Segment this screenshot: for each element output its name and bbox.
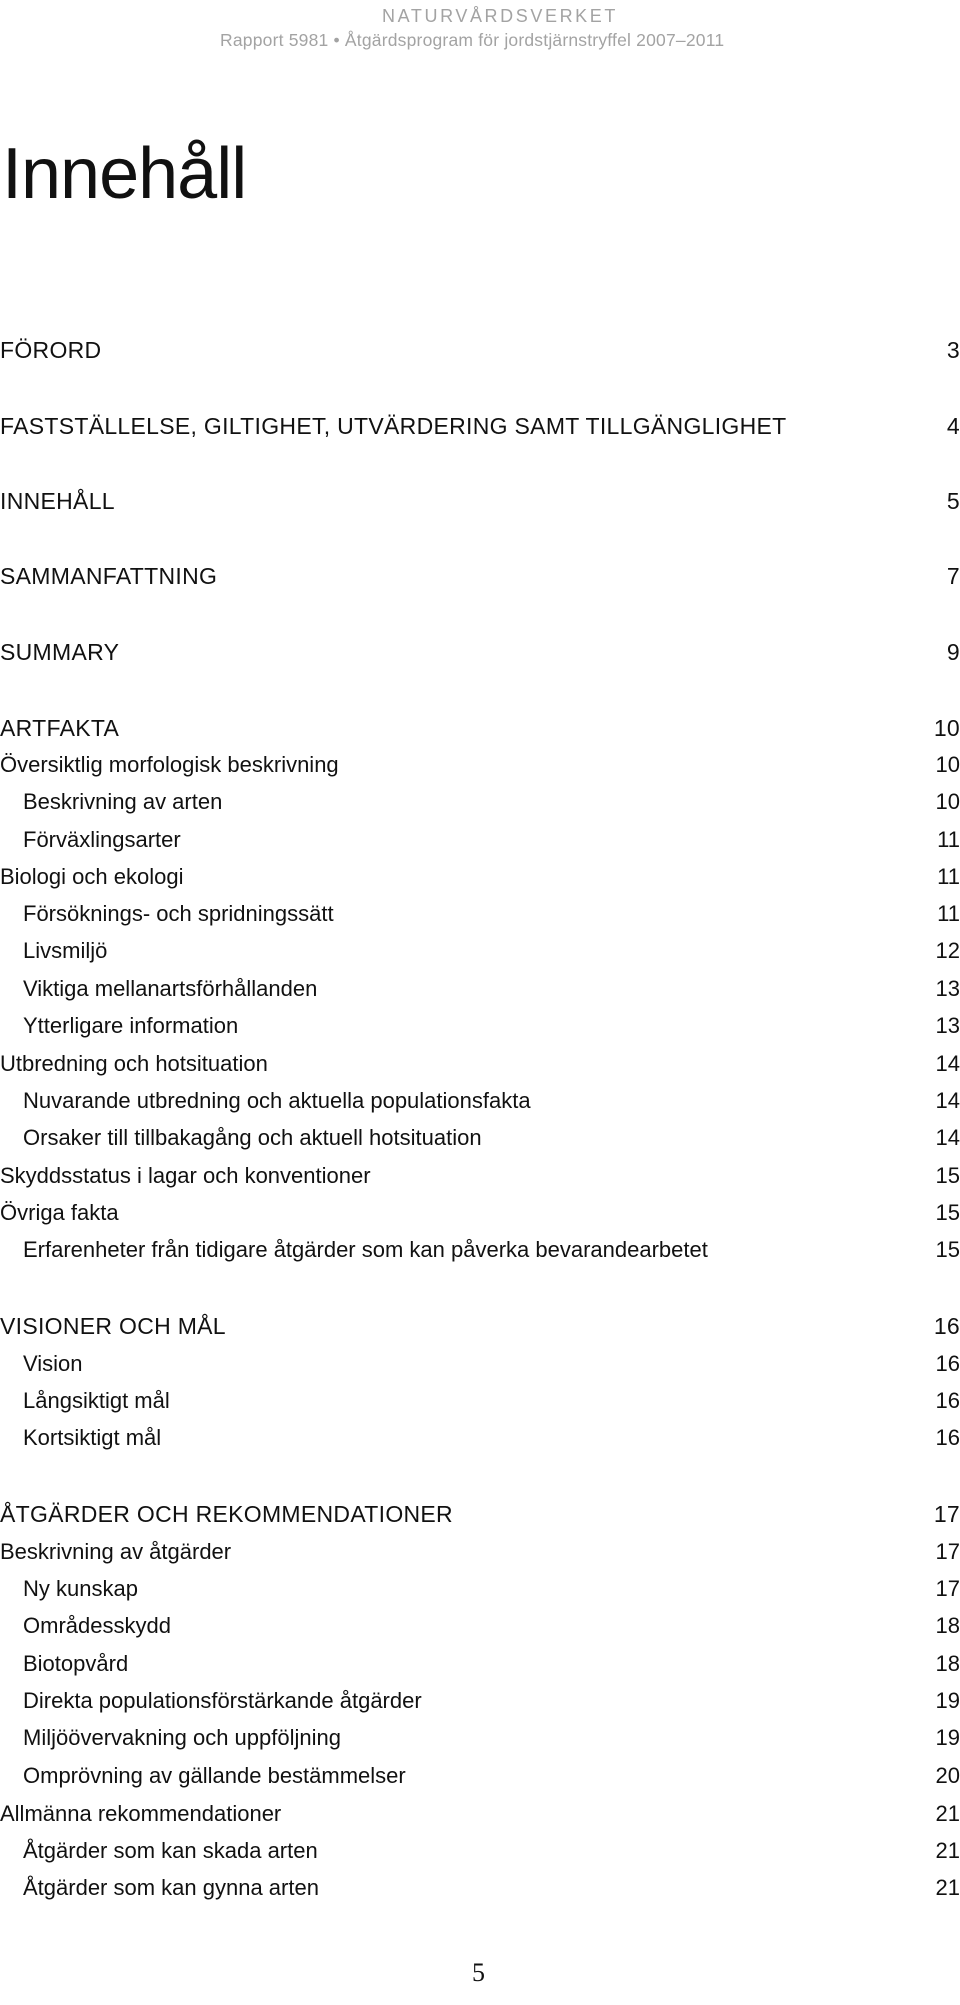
- toc-entry-page: 16: [935, 1388, 960, 1413]
- toc-entry: [0, 973, 960, 1005]
- toc-entry-page: 11: [937, 864, 960, 889]
- toc-entry-label: Viktiga mellanartsförhållanden: [23, 976, 318, 1001]
- toc-entry: [0, 1385, 960, 1417]
- toc-entry-page: 16: [935, 1425, 960, 1450]
- toc-entry: [0, 1498, 960, 1530]
- toc-entry-page: 11: [937, 827, 960, 852]
- toc-entry-label: Miljöövervakning och uppföljning: [23, 1725, 341, 1750]
- toc-entry: [0, 861, 960, 893]
- toc-entry: [0, 1197, 960, 1229]
- toc-entry: [0, 1798, 960, 1830]
- toc-entry: [0, 1160, 960, 1192]
- toc-entry-page: 20: [935, 1763, 960, 1788]
- toc-entry-page: 5: [946, 488, 960, 514]
- toc-entry-page: 4: [946, 413, 960, 439]
- toc-entry-page: 15: [935, 1237, 960, 1262]
- toc-entry-page: 14: [935, 1051, 960, 1076]
- page-title: Innehåll: [2, 134, 247, 214]
- toc-entry-label: Biologi och ekologi: [0, 864, 184, 889]
- toc-entry-label: ÅTGÄRDER OCH REKOMMENDATIONER: [0, 1501, 453, 1527]
- toc-entry-page: 18: [935, 1651, 960, 1676]
- toc-entry: [0, 1648, 960, 1680]
- toc-entry-page: 11: [937, 901, 960, 926]
- toc-entry: [0, 1348, 960, 1380]
- toc-entry-label: Biotopvård: [23, 1651, 129, 1676]
- toc-entry-page: 3: [946, 337, 960, 363]
- toc-entry: [0, 935, 960, 967]
- toc-entry-page: 10: [933, 715, 960, 741]
- toc-entry-label: Översiktlig morfologisk beskrivning: [0, 752, 339, 777]
- toc-entry-page: 17: [933, 1501, 960, 1527]
- toc-entry-label: Försöknings- och spridningssätt: [23, 901, 334, 926]
- toc-entry: [0, 1722, 960, 1754]
- toc-entry-page: 12: [935, 938, 960, 963]
- toc-entry: [0, 1872, 960, 1904]
- toc-entry: [0, 560, 960, 592]
- toc-entry: [0, 1234, 960, 1266]
- toc-entry-label: Övriga fakta: [0, 1200, 119, 1225]
- toc-entry-label: Ny kunskap: [23, 1576, 138, 1601]
- toc-entry: [0, 334, 960, 366]
- toc-entry: [0, 898, 960, 930]
- publisher-name: NATURVÅRDSVERKET: [382, 6, 618, 26]
- toc-entry: [0, 1085, 960, 1117]
- toc-entry-label: Skyddsstatus i lagar och konventioner: [0, 1163, 371, 1188]
- toc-entry-page: 17: [935, 1576, 960, 1601]
- toc-entry-label: INNEHÅLL: [0, 488, 115, 514]
- toc-entry-label: Utbredning och hotsituation: [0, 1051, 268, 1076]
- toc-entry-page: 9: [946, 639, 960, 665]
- toc-entry: [0, 824, 960, 856]
- toc-entry-page: 14: [935, 1125, 960, 1150]
- toc-entry-label: Beskrivning av arten: [23, 789, 223, 814]
- toc-entry-page: 21: [935, 1838, 960, 1863]
- toc-entry-page: 13: [935, 976, 960, 1001]
- toc-entry-label: Erfarenheter från tidigare åtgärder som kan påverka bevarandearbetet: [23, 1237, 708, 1262]
- toc-entry: [0, 1310, 960, 1342]
- toc-entry: [0, 1536, 960, 1568]
- toc-entry-label: VISIONER OCH MÅL: [0, 1313, 226, 1339]
- toc-entry-label: Långsiktigt mål: [23, 1388, 170, 1413]
- toc-entry-label: Ytterligare information: [23, 1013, 239, 1038]
- toc-entry-label: Orsaker till tillbakagång och aktuell hotsituation: [23, 1125, 482, 1150]
- toc-entry-page: 10: [935, 752, 960, 777]
- toc-entry: [0, 410, 960, 442]
- toc-entry-page: 14: [935, 1088, 960, 1113]
- toc-entry: [0, 749, 960, 781]
- toc-entry-page: 15: [935, 1163, 960, 1188]
- toc-entry-page: 19: [935, 1725, 960, 1750]
- toc-entry: [0, 712, 960, 744]
- toc-entry-label: Åtgärder som kan gynna arten: [23, 1875, 319, 1900]
- toc-entry-label: Livsmiljö: [23, 938, 108, 963]
- toc-entry-label: Beskrivning av åtgärder: [0, 1539, 232, 1564]
- toc-entry-page: 16: [933, 1313, 960, 1339]
- toc-entry-label: Nuvarande utbredning och aktuella populationsfakta: [23, 1088, 531, 1113]
- toc-entry-label: FASTSTÄLLELSE, GILTIGHET, UTVÄRDERING SAMT TILLGÄNGLIGHET: [0, 413, 787, 439]
- toc-entry: [0, 1573, 960, 1605]
- toc-entry-label: Direkta populationsförstärkande åtgärder: [23, 1688, 422, 1713]
- toc-entry-label: SAMMANFATTNING: [0, 563, 218, 589]
- toc-entry-page: 10: [935, 789, 960, 814]
- toc-entry: [0, 485, 960, 517]
- page-number: 5: [472, 1958, 485, 1987]
- toc-entry-page: 13: [935, 1013, 960, 1038]
- toc-entry-label: Åtgärder som kan skada arten: [23, 1838, 318, 1863]
- toc-entry: [0, 1610, 960, 1642]
- toc-entry: [0, 1010, 960, 1042]
- toc-entry-label: FÖRORD: [0, 337, 102, 363]
- toc-entry: [0, 1122, 960, 1154]
- toc-entry: [0, 636, 960, 668]
- toc-entry: [0, 1685, 960, 1717]
- toc-entry: [0, 1835, 960, 1867]
- toc-entry-page: 19: [935, 1688, 960, 1713]
- toc-entry-page: 17: [935, 1539, 960, 1564]
- report-title: Rapport 5981 • Åtgärdsprogram för jordstjärnstryffel 2007–2011: [220, 30, 725, 50]
- toc-entry-label: Allmänna rekommendationer: [0, 1801, 282, 1826]
- toc-entry-label: Förväxlingsarter: [23, 827, 181, 852]
- toc-entry-label: Omprövning av gällande bestämmelser: [23, 1763, 406, 1788]
- toc-entry: [0, 1760, 960, 1792]
- toc-entry-label: Områdesskydd: [23, 1613, 171, 1638]
- toc-entry: [0, 1422, 960, 1454]
- toc-entry-label: SUMMARY: [0, 639, 120, 665]
- toc-entry-label: ARTFAKTA: [0, 715, 120, 741]
- toc-entry-page: 21: [935, 1801, 960, 1826]
- toc-entry-page: 7: [946, 563, 960, 589]
- toc-entry-page: 15: [935, 1200, 960, 1225]
- toc-entry: [0, 786, 960, 818]
- toc-entry-label: Vision: [23, 1351, 83, 1376]
- toc-entry-page: 21: [935, 1875, 960, 1900]
- toc-entry-page: 16: [935, 1351, 960, 1376]
- toc-entry-label: Kortsiktigt mål: [23, 1425, 162, 1450]
- toc-entry-page: 18: [935, 1613, 960, 1638]
- toc-entry: [0, 1048, 960, 1080]
